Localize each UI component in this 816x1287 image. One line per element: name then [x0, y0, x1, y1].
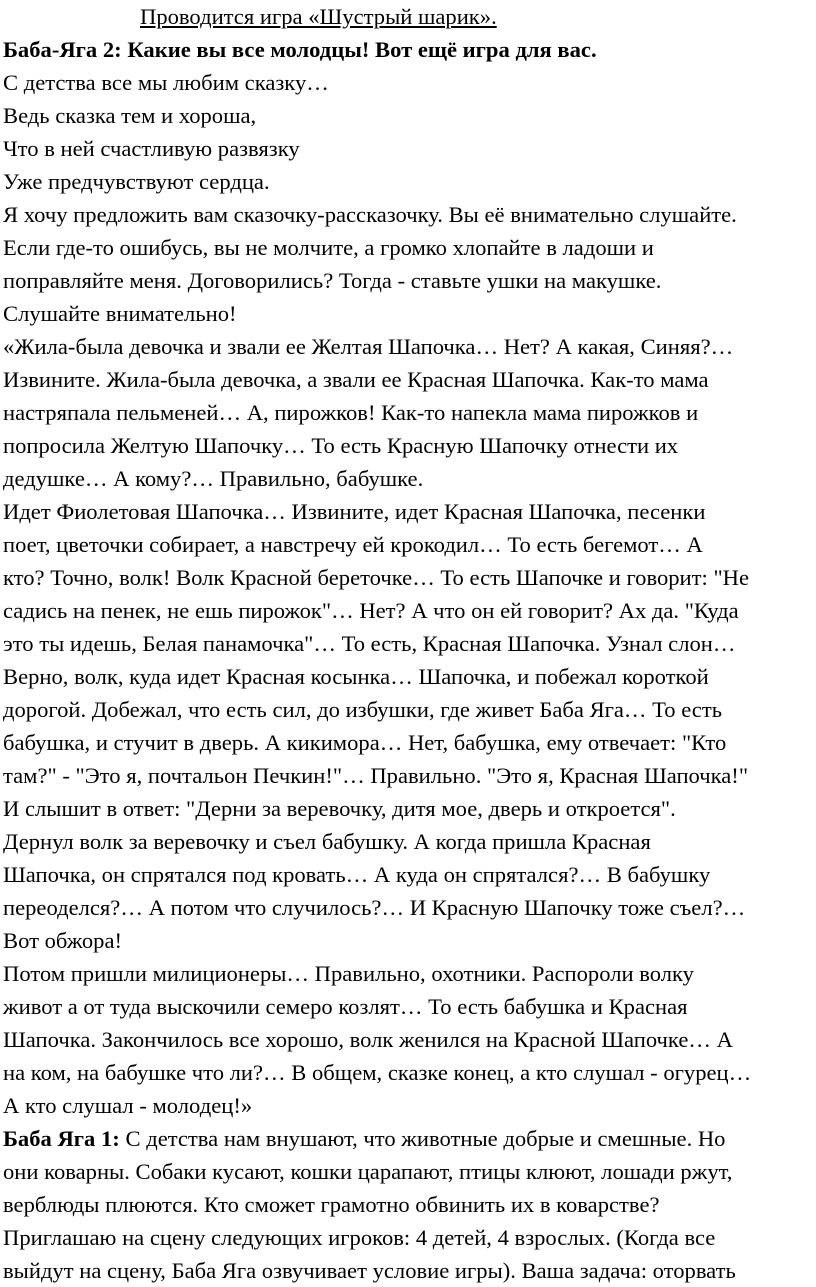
story-line: Вот обжора! — [3, 928, 123, 953]
story-line: Извините. Жила-была девочка, а звали ее Красная Шапочка. Как-то мама — [3, 367, 709, 392]
story-line: настряпала пельменей… А, пирожков! Как-то напекла мама пирожков и — [3, 400, 699, 425]
poem-line: Ведь сказка тем и хороша, — [3, 103, 257, 128]
intro-line: Я хочу предложить вам сказочку-рассказочку. Вы её внимательно слушайте. — [3, 202, 737, 227]
story-line: Потом пришли милиционеры… Правильно, охотники. Распороли волку — [3, 961, 694, 986]
intro-line: Если где-то ошибусь, вы не молчите, а громко хлопайте в ладоши и — [3, 235, 654, 260]
story-line: «Жила-была девочка и звали ее Желтая Шапочка… Нет? А какая, Синяя?… — [3, 334, 734, 359]
story-line: Шапочка, он спрятался под кровать… А куда он спрятался?… В бабушку — [3, 862, 711, 887]
poem-line: Уже предчувствуют сердца. — [3, 169, 270, 194]
story-line: живот а от туда выскочили семеро козлят… То есть бабушка и Красная — [3, 994, 688, 1019]
story-line: поет, цветочки собирает, а навстречу ей крокодил… То есть бегемот… А — [3, 532, 703, 557]
story-line: там?" - "Это я, почтальон Печкин!"… Правильно. "Это я, Красная Шапочка!" — [3, 763, 749, 788]
speech-line: они коварны. Собаки кусают, кошки царапают, птицы клюют, лошади ржут, — [3, 1159, 733, 1184]
story-line: дорогой. Добежал, что есть сил, до избушки, где живет Баба Яга… То есть — [3, 697, 723, 722]
story-line: Верно, волк, куда идет Красная косынка… Шапочка, и побежал короткой — [3, 664, 709, 689]
story-line: это ты идешь, Белая панамочка"… То есть, Красная Шапочка. Узнал слон… — [3, 631, 736, 656]
speech-line: выйдут на сцену, Баба Яга озвучивает условие игры). Ваша задача: оторвать — [3, 1258, 736, 1283]
story-line: дедушке… А кому?… Правильно, бабушке. — [3, 466, 424, 491]
story-line: бабушка, и стучит в дверь. А кикимора… Нет, бабушка, ему отвечает: "Кто — [3, 730, 727, 755]
story-line: Шапочка. Закончилось все хорошо, волк женился на Красной Шапочке… А — [3, 1027, 733, 1052]
poem-line: Что в ней счастливую развязку — [3, 136, 300, 161]
story-line: попросила Желтую Шапочку… То есть Красную Шапочку отнести их — [3, 433, 679, 458]
story-line: Идет Фиолетовая Шапочка… Извините, идет Красная Шапочка, песенки — [3, 499, 706, 524]
speaker-label: Баба Яга 1: — [3, 1126, 120, 1151]
speaker-baba-yaga-1-line — [3, 1122, 725, 1155]
speech-line: верблюды плюются. Кто сможет грамотно обвинить их в коварстве? — [3, 1192, 660, 1217]
game-title: Проводится игра «Шустрый шарик». — [140, 4, 497, 29]
story-line: на ком, на бабушке что ли?… В общем, сказке конец, а кто слушал - огурец… — [3, 1060, 752, 1085]
story-line: переоделся?… А потом что случилось?… И Красную Шапочку тоже съел?… — [3, 895, 746, 920]
speaker-baba-yaga-2-line: Баба-Яга 2: Какие вы все молодцы! Вот ещё игра для вас. — [3, 37, 597, 62]
speaker-text: С детства нам внушают, что животные добрые и смешные. Но — [119, 1126, 726, 1151]
poem-line: С детства все мы любим сказку… — [3, 70, 329, 95]
story-line: И слышит в ответ: "Дерни за веревочку, дитя мое, дверь и откроется". — [3, 796, 676, 821]
story-line: А кто слушал - молодец!» — [3, 1093, 253, 1118]
story-line: Дернул волк за веревочку и съел бабушку. А когда пришла Красная — [3, 829, 651, 854]
story-line: кто? Точно, волк! Волк Красной береточке… То есть Шапочке и говорит: "Не — [3, 565, 750, 590]
intro-line: поправляйте меня. Договорились? Тогда - ставьте ушки на макушке. — [3, 268, 662, 293]
intro-line: Слушайте внимательно! — [3, 301, 237, 326]
speech-line: Приглашаю на сцену следующих игроков: 4 детей, 4 взрослых. (Когда все — [3, 1225, 716, 1250]
story-line: садись на пенек, не ешь пирожок"… Нет? А что он ей говорит? Ах да. "Куда — [3, 598, 739, 623]
